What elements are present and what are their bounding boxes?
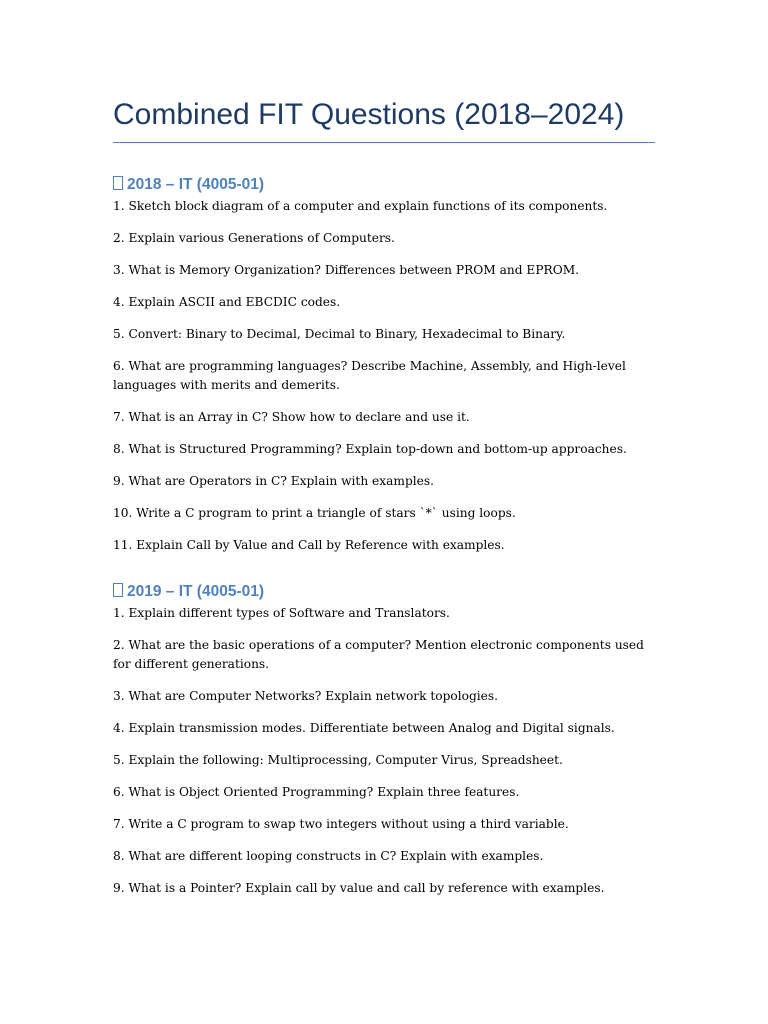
- list-item: 9. What is a Pointer? Explain call by value and call by reference with examples.: [113, 881, 605, 895]
- title-underline: [113, 142, 655, 143]
- list-item: 1. Explain different types of Software and Translators.: [113, 606, 450, 620]
- question-list-2019: [113, 604, 655, 898]
- list-item: 7. What is an Array in C? Show how to declare and use it.: [113, 410, 470, 424]
- list-item: 9. What are Operators in C? Explain with examples.: [113, 474, 434, 488]
- list-item: 4. Explain ASCII and EBCDIC codes.: [113, 295, 341, 309]
- missing-glyph-icon: [113, 583, 123, 597]
- list-item: 2. What are the basic operations of a computer? Mention electronic components used for different generations.: [113, 638, 644, 671]
- list-item: 8. What are different looping constructs in C? Explain with examples.: [113, 849, 544, 863]
- list-item: 3. What is Memory Organization? Differences between PROM and EPROM.: [113, 263, 580, 277]
- document-page: [113, 96, 655, 911]
- list-item: 1. Sketch block diagram of a computer and explain functions of its components.: [113, 199, 608, 213]
- document-title: Combined FIT Questions (2018–2024): [113, 98, 625, 131]
- list-item: 5. Convert: Binary to Decimal, Decimal to Binary, Hexadecimal to Binary.: [113, 327, 566, 341]
- section-heading-text: 2018 – IT (4005-01): [127, 176, 265, 193]
- question-list-2018: [113, 197, 655, 555]
- list-item: 4. Explain transmission modes. Differentiate between Analog and Digital signals.: [113, 721, 615, 735]
- list-item: 10. Write a C program to print a triangle of stars `*` using loops.: [113, 506, 516, 520]
- list-item: 7. Write a C program to swap two integers without using a third variable.: [113, 817, 569, 831]
- list-item: 11. Explain Call by Value and Call by Reference with examples.: [113, 538, 505, 552]
- section-heading-text: 2019 – IT (4005-01): [127, 583, 265, 600]
- list-item: 2. Explain various Generations of Computers.: [113, 231, 395, 245]
- section-2019: [113, 581, 655, 898]
- section-heading-2019: [113, 581, 655, 603]
- list-item: 8. What is Structured Programming? Explain top-down and bottom-up approaches.: [113, 442, 627, 456]
- list-item: 3. What are Computer Networks? Explain network topologies.: [113, 689, 499, 703]
- list-item: 5. Explain the following: Multiprocessing, Computer Virus, Spreadsheet.: [113, 753, 563, 767]
- section-heading-2018: [113, 174, 655, 196]
- list-item: 6. What is Object Oriented Programming? Explain three features.: [113, 785, 520, 799]
- missing-glyph-icon: [113, 176, 123, 190]
- list-item: 6. What are programming languages? Describe Machine, Assembly, and High-level languages with merits and demerits.: [113, 359, 626, 392]
- section-2018: [113, 174, 655, 555]
